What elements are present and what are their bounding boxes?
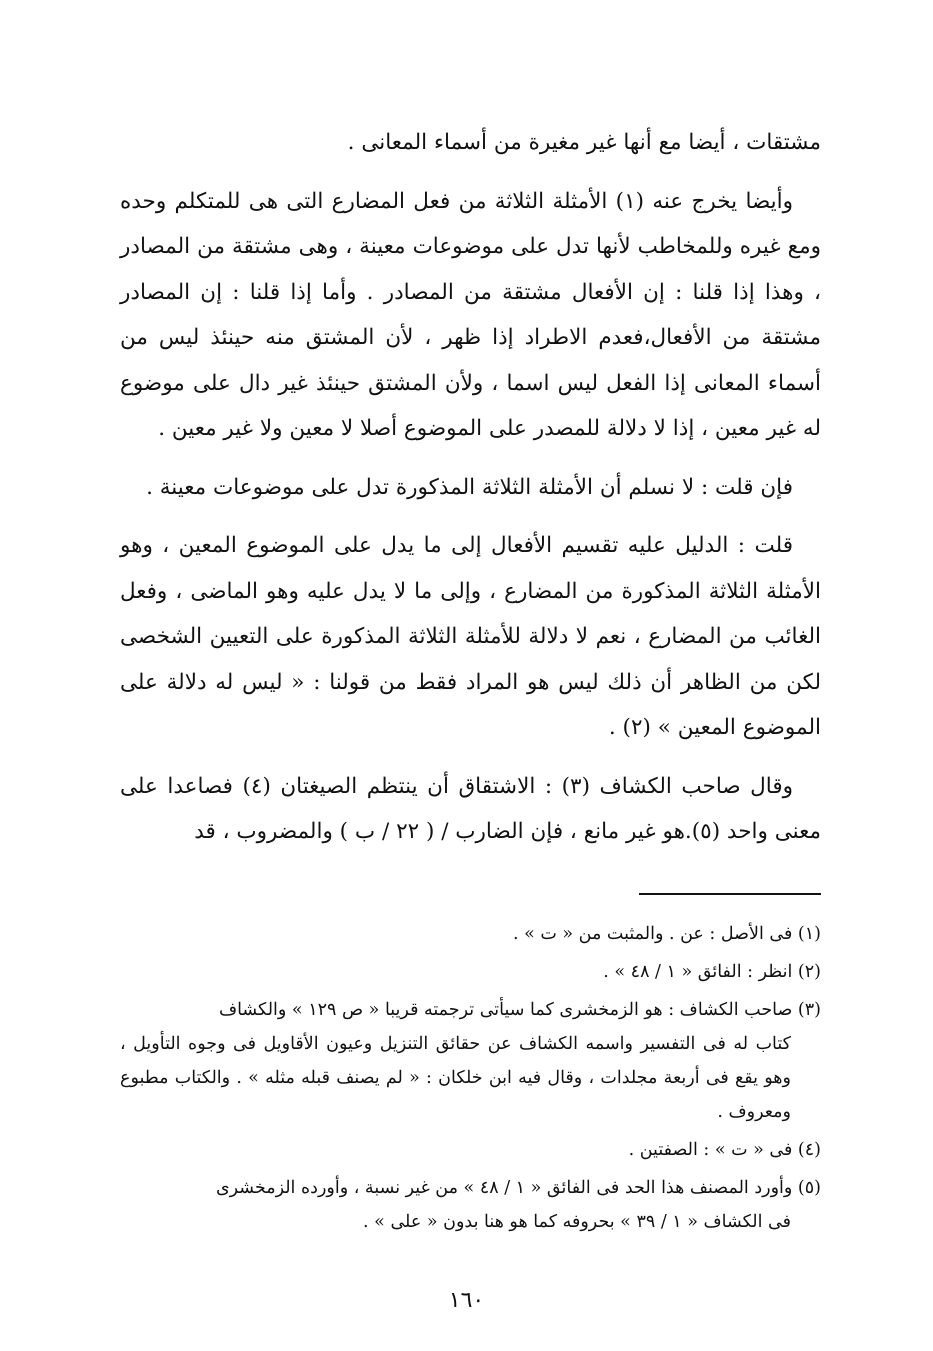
paragraph-2: وأيضا يخرج عنه (١) الأمثلة الثلاثة من فعل المضارع التى هى للمتكلم وحده ومع غيره وللمخاطب لأنها تدل على موضوعات معينة ، وهى مشتقة من المصادر ، وهذا إذا قلنا : إن الأفعال مشتقة من المصادر . وأما إذا قلنا : إن المصادر مشتقة من الأفعال،فعدم الاطراد إذا ظهر ، لأن المشتق منه حينئذ ليس من أسماء المعانى إذا الفعل ليس اسما ، ولأن المشتق حينئذ غير دال على موضوع له غير معين ، إذا لا دلالة للمصدر على الموضوع أصلا لا معين ولا غير معين . [120,188,821,441]
footnote-4: (٤) فى « ت » : الصفتين . [628,1139,821,1160]
paragraph-4: قلت : الدليل عليه تقسيم الأفعال إلى ما يدل على الموضوع المعين ، وهو الأمثلة الثلاثة المذكورة من المضارع ، وإلى ما لا يدل عليه وهو الماضى ، وفعل الغائب من المضارع ، نعم لا دلالة للأمثلة الثلاثة المذكورة على التعيين الشخصى لكن من الظاهر أن ذلك ليس هو المراد فقط من قولنا : « ليس له دلالة على الموضوع المعين » (٢) . [120,533,821,740]
paragraph-3: فإن قلت : لا نسلم أن الأمثلة الثلاثة المذكورة تدل على موضوعات معينة . [146,474,793,500]
paragraph-5: وقال صاحب الكشاف (٣) : الاشتقاق أن ينتظم الصيغتان (٤) فصاعدا على معنى واحد (٥).هو غير مانع ، فإن الضارب / ( ٢٢ / ب ) والمضروب ، قد [120,773,821,844]
footnotes [120,917,821,1239]
main-text [120,120,821,855]
footnote-2: (٢) انظر : الفائق « ١ / ٤٨ » . [603,961,821,982]
footnote-separator [639,893,821,895]
footnote-5-continuation: فى الكشاف « ١ / ٣٩ » بحروفه كما هو هنا بدون « على » . [363,1211,791,1232]
footnote-3-continuation: كتاب له فى التفسير واسمه الكشاف عن حقائق التنزيل وعيون الأقاويل فى وجوه التأويل ، وهو يقع فى أربعة مجلدات ، وقال فيه ابن خلكان : « لم يصنف قبله مثله » . والكتاب مطبوع ومعروف . [120,1033,791,1122]
paragraph-1: مشتقات ، أيضا مع أنها غير مغيرة من أسماء المعانى . [347,130,821,155]
footnote-3: (٣) صاحب الكشاف : هو الزمخشرى كما سيأتى ترجمته قريبا « ص ١٢٩ » والكشاف [218,999,821,1020]
footnote-1: (١) فى الأصل : عن . والمثبت من « ت » . [512,923,821,944]
page-number: ١٦٠ [448,1288,485,1313]
footnote-5: (٥) وأورد المصنف هذا الحد فى الفائق « ١ / ٤٨ » من غير نسبة ، وأورده الزمخشرى [215,1177,821,1198]
